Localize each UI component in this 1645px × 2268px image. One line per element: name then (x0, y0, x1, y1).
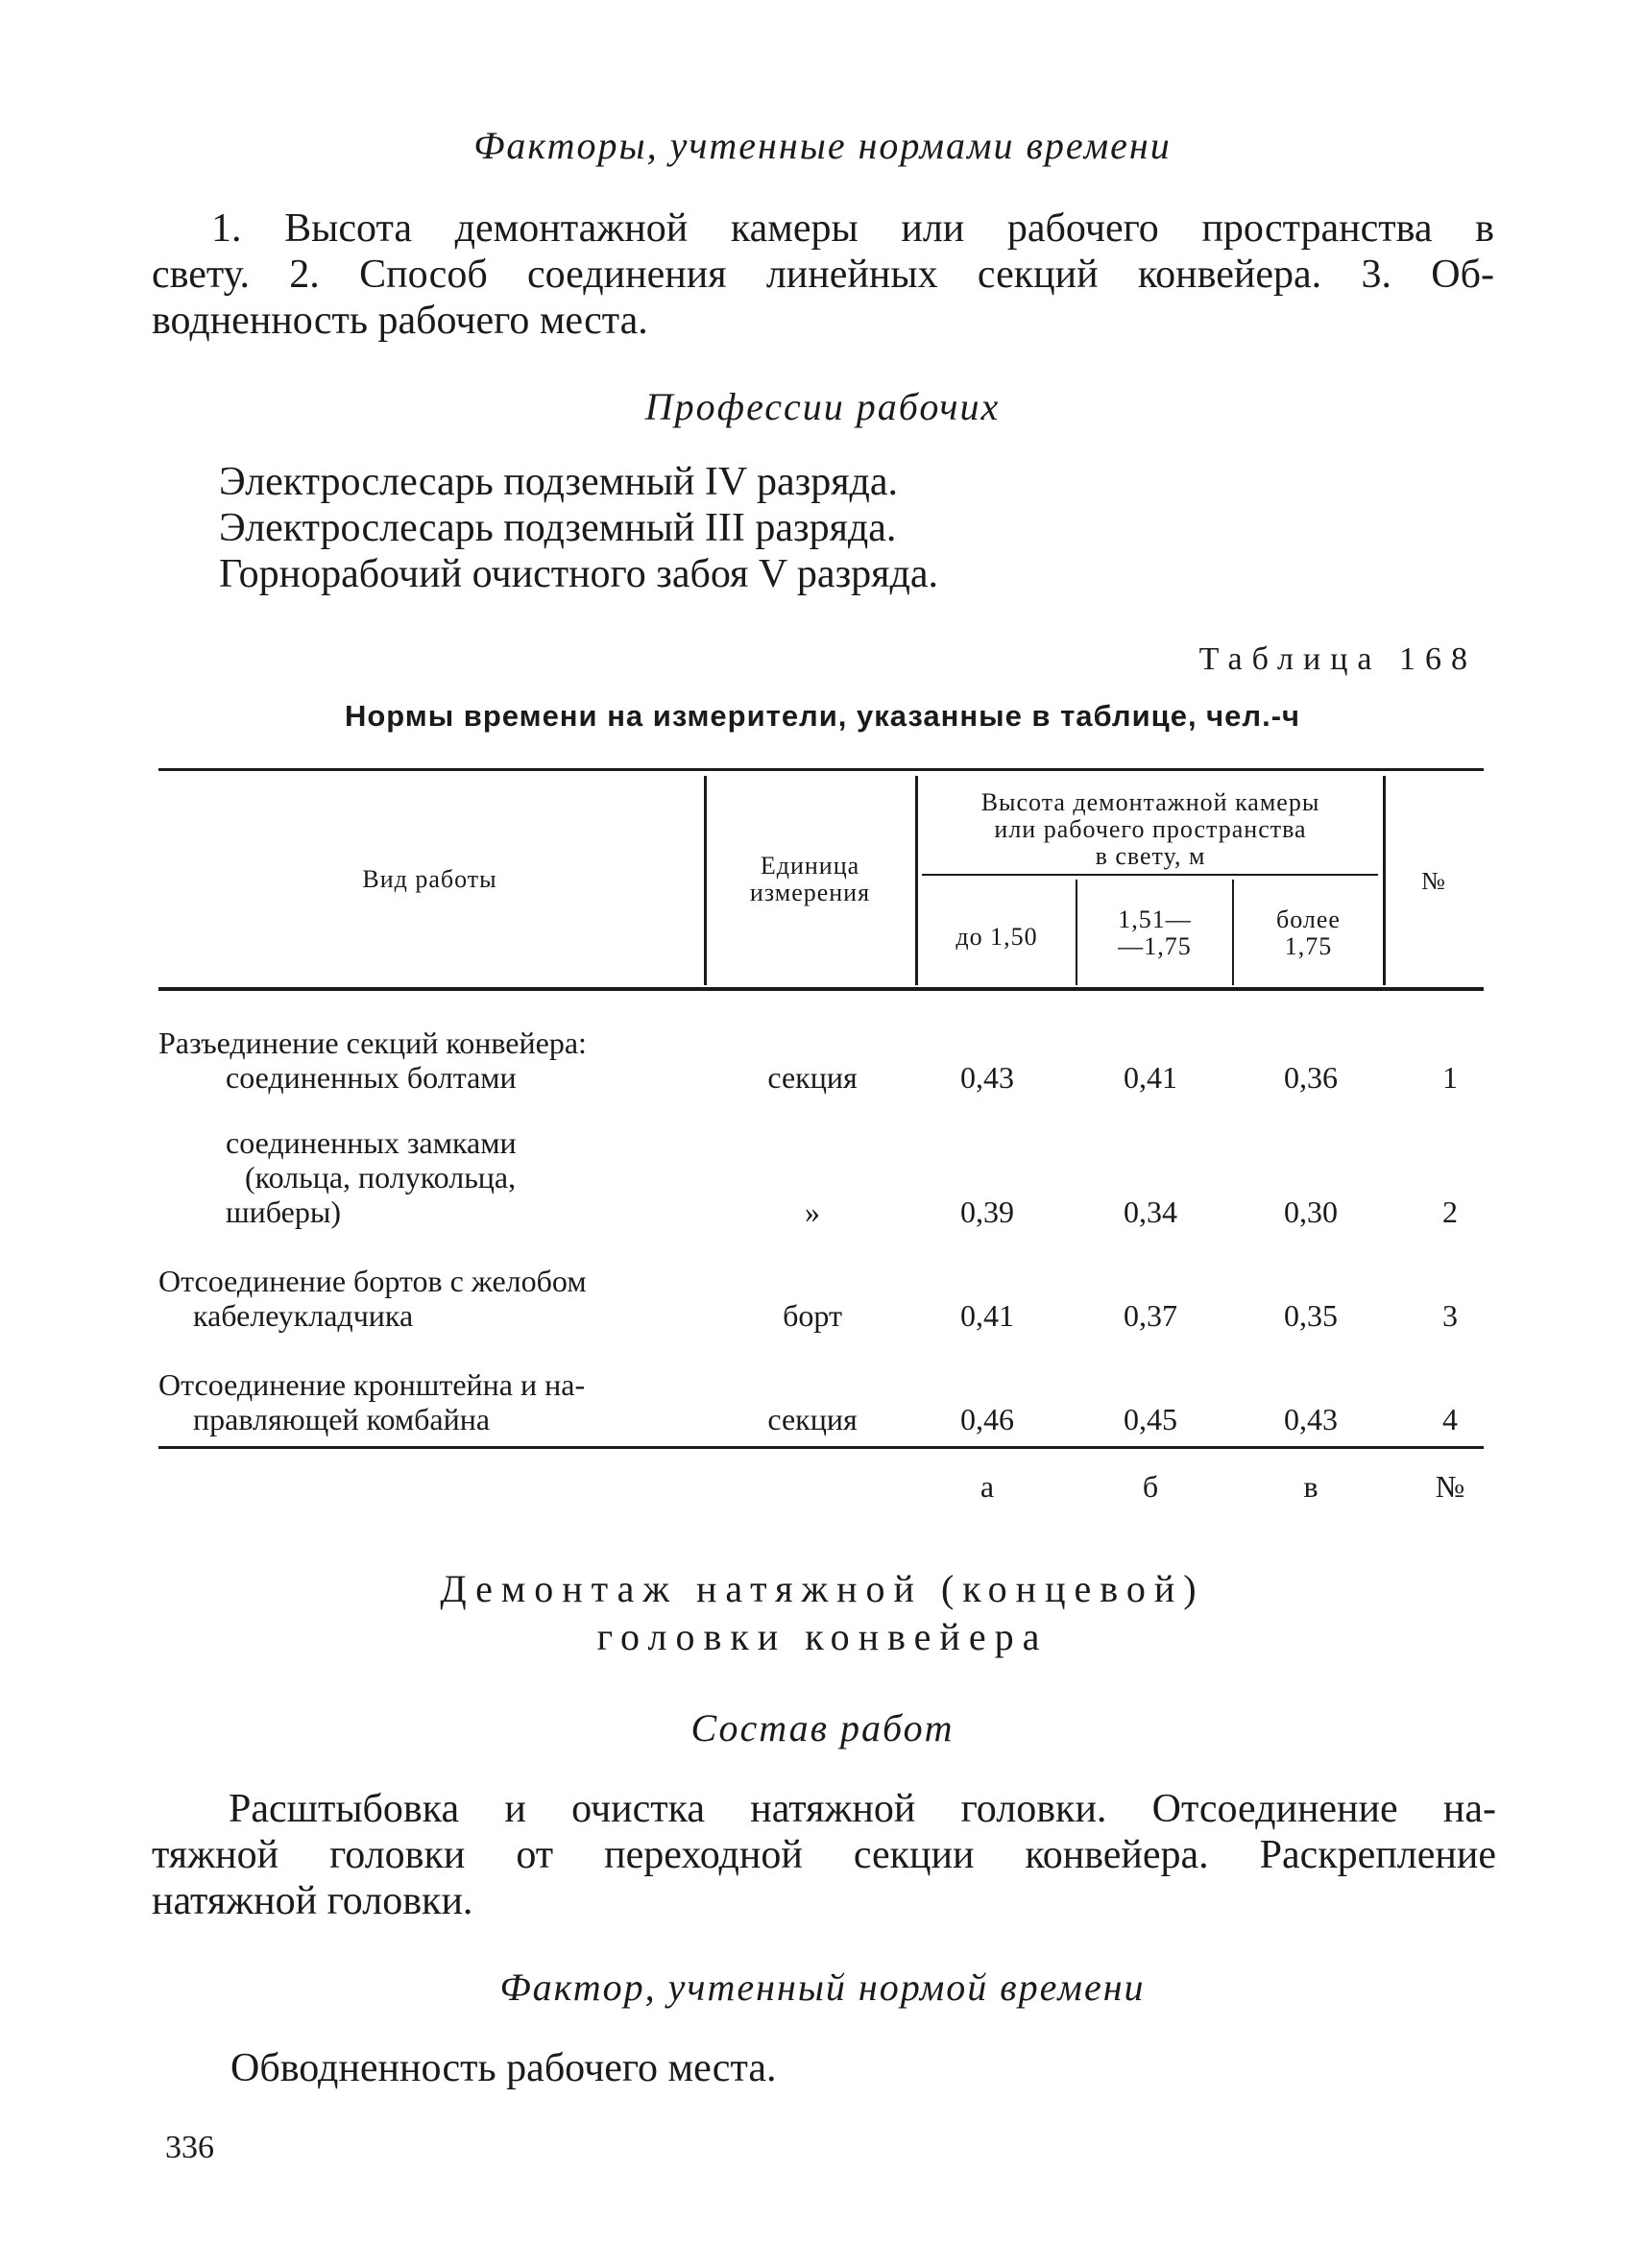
footer-col-b: б (1142, 1469, 1159, 1504)
table-title: Нормы времени на измерители, указанные в таблице, чел.-ч (344, 699, 1301, 733)
table-row-1-work (158, 1025, 587, 1095)
row-4-b: 0,45 (1124, 1402, 1177, 1436)
table-row-2-work (226, 1125, 517, 1229)
factors-paragraph (152, 205, 1494, 344)
table-subheader-rule (922, 874, 1378, 876)
row-1-a: 0,43 (960, 1060, 1014, 1095)
factor-heading: Фактор, учтенный нормой времени (499, 1966, 1146, 2009)
header-col-a: до 1,50 (956, 923, 1038, 951)
page-number: 336 (165, 2130, 214, 2165)
table-header-rule (158, 987, 1484, 991)
header-height-group (918, 789, 1383, 870)
factors-line-3: водненность рабочего места. (152, 299, 648, 343)
header-col-c-line: более (1276, 905, 1341, 933)
table-bottom-rule (158, 1446, 1484, 1449)
composition-line-2: тяжной головки от переходной секции конвейера. Раскрепление (152, 1833, 1496, 1877)
work-line: Отсоединение бортов с желобом (158, 1264, 587, 1298)
profession-item: Электрослесарь подземный III разряда. (219, 506, 897, 550)
header-height-line: в свету, м (1095, 842, 1206, 870)
header-unit (707, 853, 913, 906)
table-top-rule (158, 768, 1484, 771)
work-line: правляющей комбайна (193, 1402, 491, 1436)
row-2-a: 0,39 (960, 1194, 1014, 1229)
header-col-b-line: 1,51— (1118, 905, 1192, 933)
header-work-type: Вид работы (362, 865, 497, 893)
row-2-unit: » (805, 1194, 820, 1229)
header-height-line: Высота демонтажной камеры (980, 788, 1320, 816)
row-1-c: 0,36 (1284, 1060, 1338, 1095)
work-line: кабелеукладчика (193, 1298, 414, 1333)
row-1-b: 0,41 (1124, 1060, 1177, 1095)
row-1-unit: секция (767, 1060, 858, 1095)
header-unit-line: Единица (760, 852, 860, 880)
profession-item: Горнорабочий очистного забоя V разряда. (219, 552, 938, 596)
footer-col-no: № (1435, 1469, 1465, 1504)
factors-line-2: свету. 2. Способ соединения линейных секций конвейера. 3. Об- (152, 253, 1494, 297)
work-line: шиберы) (226, 1194, 341, 1229)
row-3-no: 3 (1442, 1298, 1458, 1333)
section-title-line: Демонтаж натяжной (концевой) (440, 1567, 1205, 1610)
row-1-no: 1 (1442, 1060, 1458, 1095)
header-unit-line: измерения (749, 879, 871, 906)
section-title-line: головки конвейера (596, 1615, 1049, 1658)
row-4-unit: секция (767, 1402, 858, 1436)
footer-col-c: в (1303, 1469, 1318, 1504)
row-4-a: 0,46 (960, 1402, 1014, 1436)
professions-list (219, 459, 938, 597)
work-line: Разъединение секций конвейера: (158, 1025, 587, 1060)
row-3-b: 0,37 (1124, 1298, 1177, 1333)
row-4-no: 4 (1442, 1402, 1458, 1436)
table-number: Таблица 168 (1198, 641, 1477, 677)
table-row-3-work (158, 1264, 587, 1333)
section-title (0, 1565, 1645, 1661)
work-line: соединенных болтами (226, 1060, 517, 1095)
professions-heading: Профессии рабочих (644, 385, 1001, 428)
factor-text: Обводненность рабочего места. (230, 2046, 777, 2090)
footer-col-a: а (980, 1469, 995, 1504)
work-line: соединенных замками (226, 1125, 517, 1160)
header-height-line: или рабочего пространства (994, 815, 1307, 843)
work-line: (кольца, полукольца, (245, 1160, 517, 1194)
header-no: № (1421, 867, 1446, 895)
row-3-c: 0,35 (1284, 1298, 1338, 1333)
header-col-c-line: 1,75 (1284, 932, 1333, 960)
row-3-unit: борт (783, 1298, 842, 1333)
row-3-a: 0,41 (960, 1298, 1014, 1333)
factors-line-1: 1. Высота демонтажной камеры или рабочего пространства в (211, 206, 1494, 251)
profession-item: Электрослесарь подземный IV разряда. (219, 460, 899, 504)
row-2-no: 2 (1442, 1194, 1458, 1229)
header-col-b-line: —1,75 (1118, 932, 1192, 960)
composition-line-1: Расштыбовка и очистка натяжной головки. Отсоединение на- (229, 1787, 1496, 1831)
table-row-4-work (158, 1367, 585, 1436)
row-2-b: 0,34 (1124, 1194, 1177, 1229)
composition-paragraph (152, 1786, 1496, 1924)
composition-heading: Состав работ (690, 1706, 955, 1749)
row-2-c: 0,30 (1284, 1194, 1338, 1229)
header-col-c (1234, 906, 1383, 960)
work-line: Отсоединение кронштейна и на- (158, 1367, 586, 1402)
row-4-c: 0,43 (1284, 1402, 1338, 1436)
composition-line-3: натяжной головки. (152, 1879, 473, 1923)
header-col-b (1077, 906, 1232, 960)
factors-heading: Факторы, учтенные нормами времени (473, 124, 1172, 167)
